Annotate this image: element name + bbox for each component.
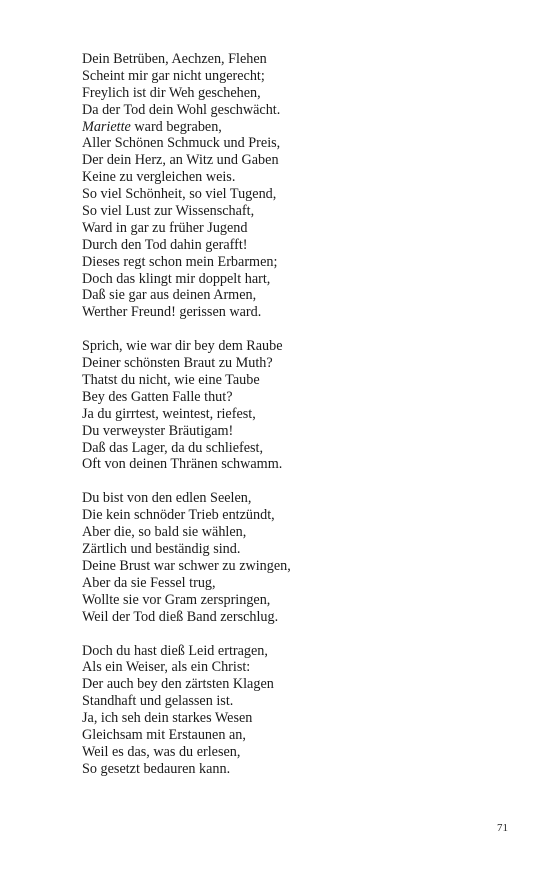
line-rest: ward begraben, <box>130 118 222 135</box>
poem-line: Deiner schönsten Braut zu Muth? <box>82 355 273 372</box>
poem-line: Daß sie gar aus deinen Armen, <box>82 287 257 304</box>
poem-line: Ward in gar zu früher Jugend <box>82 219 248 236</box>
poem-line: Weil es das, was du erlesen, <box>82 743 241 760</box>
poem-line: Aber da sie Fessel trug, <box>82 574 216 591</box>
stanza <box>82 643 512 778</box>
poem-line: Ja du girrtest, weintest, riefest, <box>82 405 256 422</box>
poem-line: Du bist von den edlen Seelen, <box>82 490 252 507</box>
poem-line: Doch du hast dieß Leid ertragen, <box>82 642 268 659</box>
stanza <box>82 51 512 321</box>
poem-line: Daß das Lager, da du schliefest, <box>82 439 264 456</box>
poem-line: Durch den Tod dahin gerafft! <box>82 236 248 253</box>
poem-line: Als ein Weiser, als ein Christ: <box>82 659 251 676</box>
italic-name: Mariette <box>82 118 131 135</box>
poem-line <box>82 119 512 136</box>
poem-line: Der auch bey den zärtsten Klagen <box>82 676 274 693</box>
poem-line: Doch das klingt mir doppelt hart, <box>82 270 271 287</box>
poem-text <box>82 51 512 795</box>
poem-line: Keine zu vergleichen weis. <box>82 169 236 186</box>
poem-line: Wollte sie vor Gram zerspringen, <box>82 591 271 608</box>
poem-line: So viel Schönheit, so viel Tugend, <box>82 186 277 203</box>
poem-line: Die kein schnöder Trieb entzündt, <box>82 507 275 524</box>
poem-line: Zärtlich und beständig sind. <box>82 541 241 558</box>
poem-line: Der dein Herz, an Witz und Gaben <box>82 152 279 169</box>
page-number: 71 <box>497 822 508 834</box>
poem-line: Freylich ist dir Weh geschehen, <box>82 84 261 101</box>
poem-line: Oft von deinen Thränen schwamm. <box>82 456 283 473</box>
poem-line: Scheint mir gar nicht ungerecht; <box>82 67 265 84</box>
poem-line: Weil der Tod dieß Band zerschlug. <box>82 608 279 625</box>
poem-line: Gleichsam mit Erstaunen an, <box>82 726 246 743</box>
poem-line: Aller Schönen Schmuck und Preis, <box>82 135 281 152</box>
poem-line: So viel Lust zur Wissenschaft, <box>82 203 255 220</box>
poem-line: Deine Brust war schwer zu zwingen, <box>82 557 291 574</box>
stanza <box>82 490 512 625</box>
poem-line: So gesetzt bedauren kann. <box>82 760 231 777</box>
poem-line: Werther Freund! gerissen ward. <box>82 304 262 321</box>
poem-line: Standhaft und gelassen ist. <box>82 693 234 710</box>
poem-line: Du verweyster Bräutigam! <box>82 422 234 439</box>
poem-line: Da der Tod dein Wohl geschwächt. <box>82 101 281 118</box>
poem-line: Bey des Gatten Falle thut? <box>82 388 233 405</box>
poem-line: Sprich, wie war dir bey dem Raube <box>82 338 283 355</box>
poem-line: Dein Betrüben, Aechzen, Flehen <box>82 51 267 67</box>
poem-line: Thatst du nicht, wie eine Taube <box>82 372 260 389</box>
poem-line: Aber die, so bald sie wählen, <box>82 524 247 541</box>
poem-line: Dieses regt schon mein Erbarmen; <box>82 253 278 270</box>
poem-line: Ja, ich seh dein starkes Wesen <box>82 710 253 727</box>
stanza <box>82 338 512 473</box>
